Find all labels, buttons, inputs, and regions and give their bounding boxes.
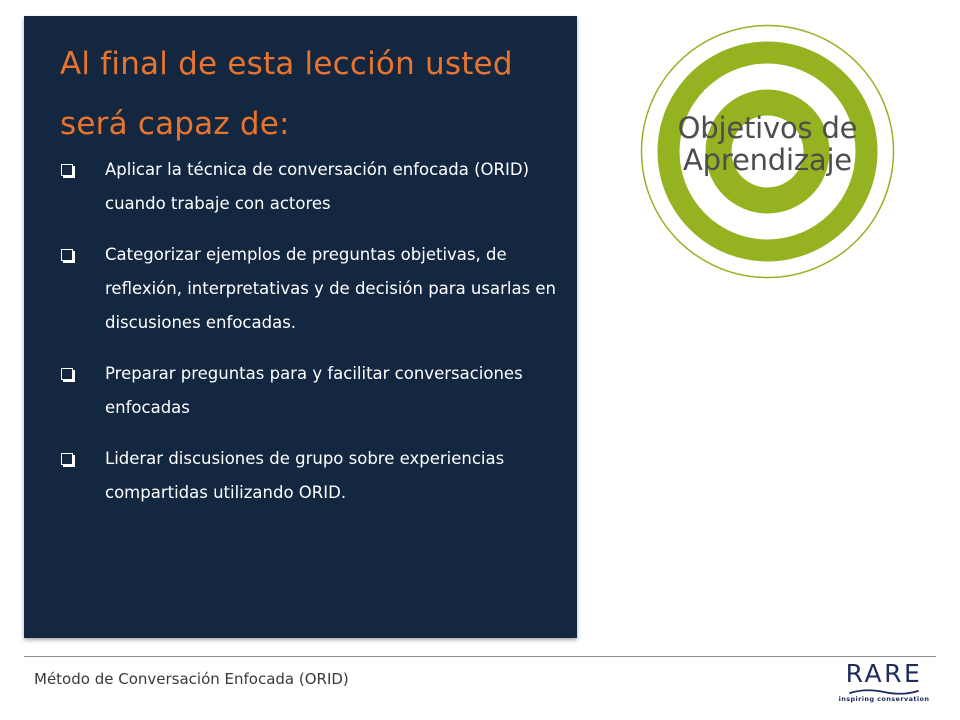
objective-item (60, 442, 565, 510)
objective-item (60, 357, 565, 425)
objective-text: Categorizar ejemplos de preguntas objetivas, de reflexión, interpretativas y de decisión para usarlas en discusiones enfocadas. (105, 245, 557, 332)
objective-text: Liderar discusiones de grupo sobre experiencias compartidas utilizando ORID. (105, 449, 505, 502)
footer-divider (24, 656, 936, 657)
objective-text: Preparar preguntas para y facilitar conversaciones enfocadas (105, 364, 523, 417)
objective-item (60, 153, 565, 221)
target-label-line1: Objetivos de (677, 111, 858, 145)
footer-title: Método de Conversación Enfocada (ORID) (34, 670, 349, 688)
objective-text: Aplicar la técnica de conversación enfocada (ORID) cuando trabaje con actores (105, 160, 530, 213)
objective-item (60, 238, 565, 340)
logo-word: RARE (845, 659, 923, 688)
logo-tagline: inspiring conservation (838, 695, 930, 703)
checkbox-icon (61, 368, 73, 380)
rare-logo (836, 660, 932, 706)
target-label-line2: Aprendizaje (683, 143, 852, 177)
checkbox-icon (61, 453, 73, 465)
target-label (640, 112, 895, 176)
objectives-list (60, 153, 565, 527)
checkbox-icon (61, 164, 73, 176)
checkbox-icon (61, 249, 73, 261)
objectives-panel (24, 16, 577, 638)
panel-title: Al final de esta lección usted será capaz de: (60, 46, 513, 142)
